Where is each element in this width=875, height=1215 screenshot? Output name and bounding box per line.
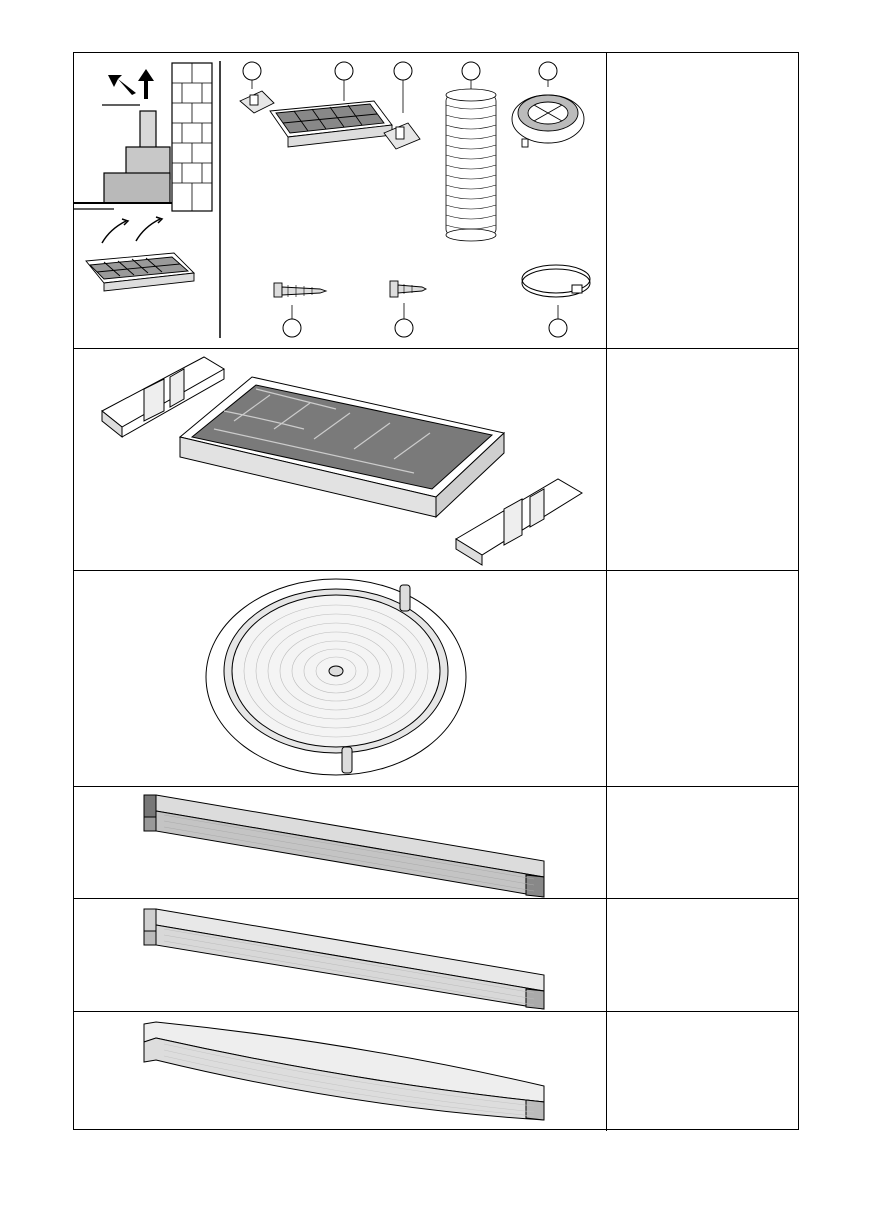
filter-strip-2-drawing — [74, 899, 607, 1012]
table-row-filter-strip-1 — [74, 786, 798, 898]
carbon-filter-description — [607, 349, 798, 570]
recirculation-set-drawing — [74, 53, 607, 348]
filter-strip-1-description — [607, 787, 798, 898]
filter-strip-2-description — [607, 899, 798, 1011]
round-filter-illustration — [74, 571, 607, 786]
table-row-recirculation-set — [74, 53, 798, 348]
filter-strip-3-illustration — [74, 1012, 607, 1131]
carbon-filter-drawing — [74, 349, 607, 571]
table-row-carbon-filter — [74, 348, 798, 570]
table-row-filter-strip-2 — [74, 898, 798, 1011]
round-filter-description — [607, 571, 798, 786]
filter-strip-2-illustration — [74, 899, 607, 1011]
round-filter-drawing — [74, 571, 607, 787]
accessory-table — [73, 52, 799, 1130]
filter-strip-3-drawing — [74, 1012, 607, 1132]
filter-strip-1-illustration — [74, 787, 607, 898]
carbon-filter-illustration — [74, 349, 607, 570]
filter-strip-3-description — [607, 1012, 798, 1131]
recirculation-set-description — [607, 53, 798, 348]
recirculation-set-illustration — [74, 53, 607, 348]
filter-strip-1-drawing — [74, 787, 607, 899]
table-row-filter-strip-3 — [74, 1011, 798, 1131]
table-row-round-filter — [74, 570, 798, 786]
